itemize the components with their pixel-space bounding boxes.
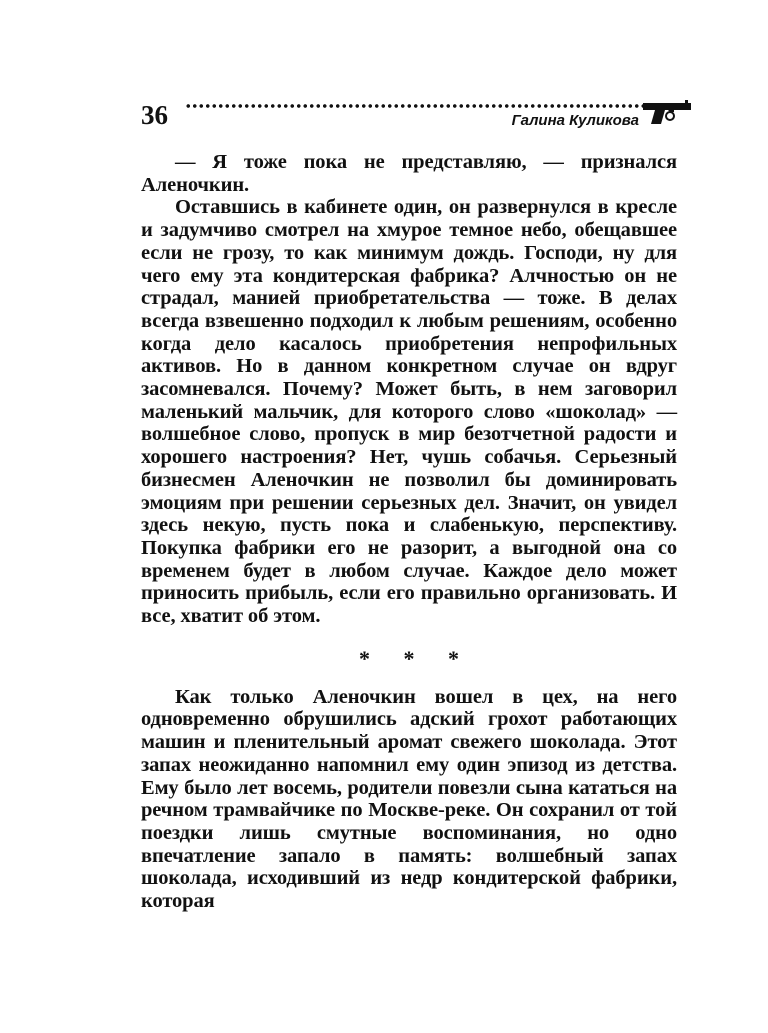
paragraph: Оставшись в кабинете один, он развернулся в кресле и задумчиво смотрел на хмурое темное небо, обещавшее если не грозу, то как минимум дождь. Господи, ну для чего ему эта кондитерская фабрика? Алчностью он не страдал, манией приобретательства — тоже. В делах всегда взвешенно подходил к любым решениям, особенно когда дело касалось приобретения непрофильных активов. Но в данном конкретном случае он вдруг засомневался. Почему? Может быть, в нем заговорил маленький мальчик, для которого слово «шоколад» — волшебное слово, пропуск в мир безотчетной радости и хорошего настроения? Нет, чушь собачья. Серьезный бизнесмен Аленочкин не позволил бы доминировать эмоциям при решении серьезных дел. Значит, он увидел здесь некую, пусть пока и слабенькую, перспективу. Покупка фабрики его не разорит, а выгодной она со временем будет в любом случае. Каждое дело может приносить прибыль, если его правильно организовать. И все, хватит об этом. bbox=[141, 196, 677, 628]
author-name: Галина Куликова bbox=[511, 112, 639, 129]
dotted-rule bbox=[185, 103, 653, 109]
pistol-icon bbox=[641, 100, 693, 126]
page-number: 36 bbox=[141, 100, 168, 130]
paragraph: — Я тоже пока не представляю, — признался Аленочкин. bbox=[141, 151, 677, 196]
page-body bbox=[141, 151, 677, 913]
section-separator: * * * bbox=[359, 645, 473, 671]
paragraph: Как только Аленочкин вошел в цех, на него одновременно обрушились адский грохот работающих машин и пленительный аромат свежего шоколада. Этот запах неожиданно напомнил ему один эпизод из детства. Ему было лет восемь, родители повезли сына кататься на речном трамвайчике по Москве-реке. Он сохранил от той поездки лишь смутные воспоминания, но одно впечатление запало в память: волшебный запах шоколада, исходивший из недр кондитерской фабрики, которая bbox=[141, 685, 677, 913]
running-header bbox=[141, 100, 693, 134]
